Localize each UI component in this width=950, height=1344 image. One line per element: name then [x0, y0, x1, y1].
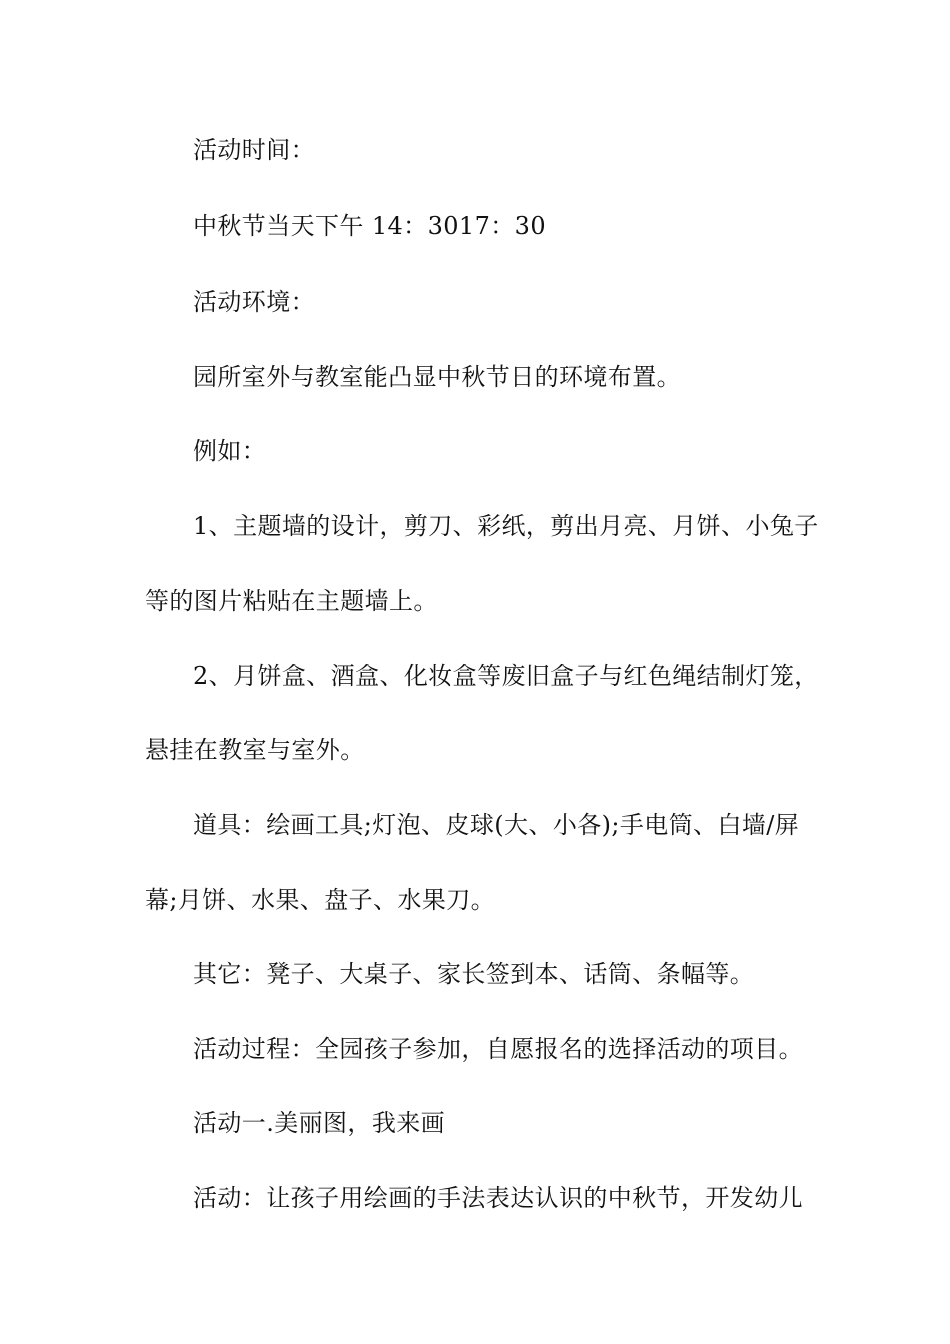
activity-time-value: 中秋节当天下午 14：3017：30 [193, 212, 546, 240]
others-line: 其它：凳子、大桌子、家长签到本、话筒、条幅等。 [193, 960, 755, 988]
example-item-1-line-1: 1、主题墙的设计，剪刀、彩纸，剪出月亮、月饼、小兔子 [193, 512, 819, 540]
example-item-2-line-2: 悬挂在教室与室外。 [145, 736, 365, 764]
props-line-1: 道具：绘画工具;灯泡、皮球(大、小各);手电筒、白墙/屏 [193, 811, 800, 839]
props-line-2: 幕;月饼、水果、盘子、水果刀。 [145, 886, 496, 914]
activity-environment-text: 园所室外与教室能凸显中秋节日的环境布置。 [193, 363, 681, 391]
activity-one-description: 活动：让孩子用绘画的手法表达认识的中秋节，开发幼儿 [193, 1184, 803, 1212]
example-item-1-line-2: 等的图片粘贴在主题墙上。 [145, 587, 438, 615]
activity-one-title: 活动一.美丽图，我来画 [193, 1109, 446, 1137]
example-heading: 例如： [193, 437, 267, 465]
activity-process-line: 活动过程：全园孩子参加，自愿报名的选择活动的项目。 [193, 1035, 803, 1063]
activity-environment-heading: 活动环境： [193, 288, 315, 316]
example-item-2-line-1: 2、月饼盒、酒盒、化妆盒等废旧盒子与红色绳结制灯笼， [193, 662, 819, 690]
activity-time-heading: 活动时间： [193, 136, 315, 164]
